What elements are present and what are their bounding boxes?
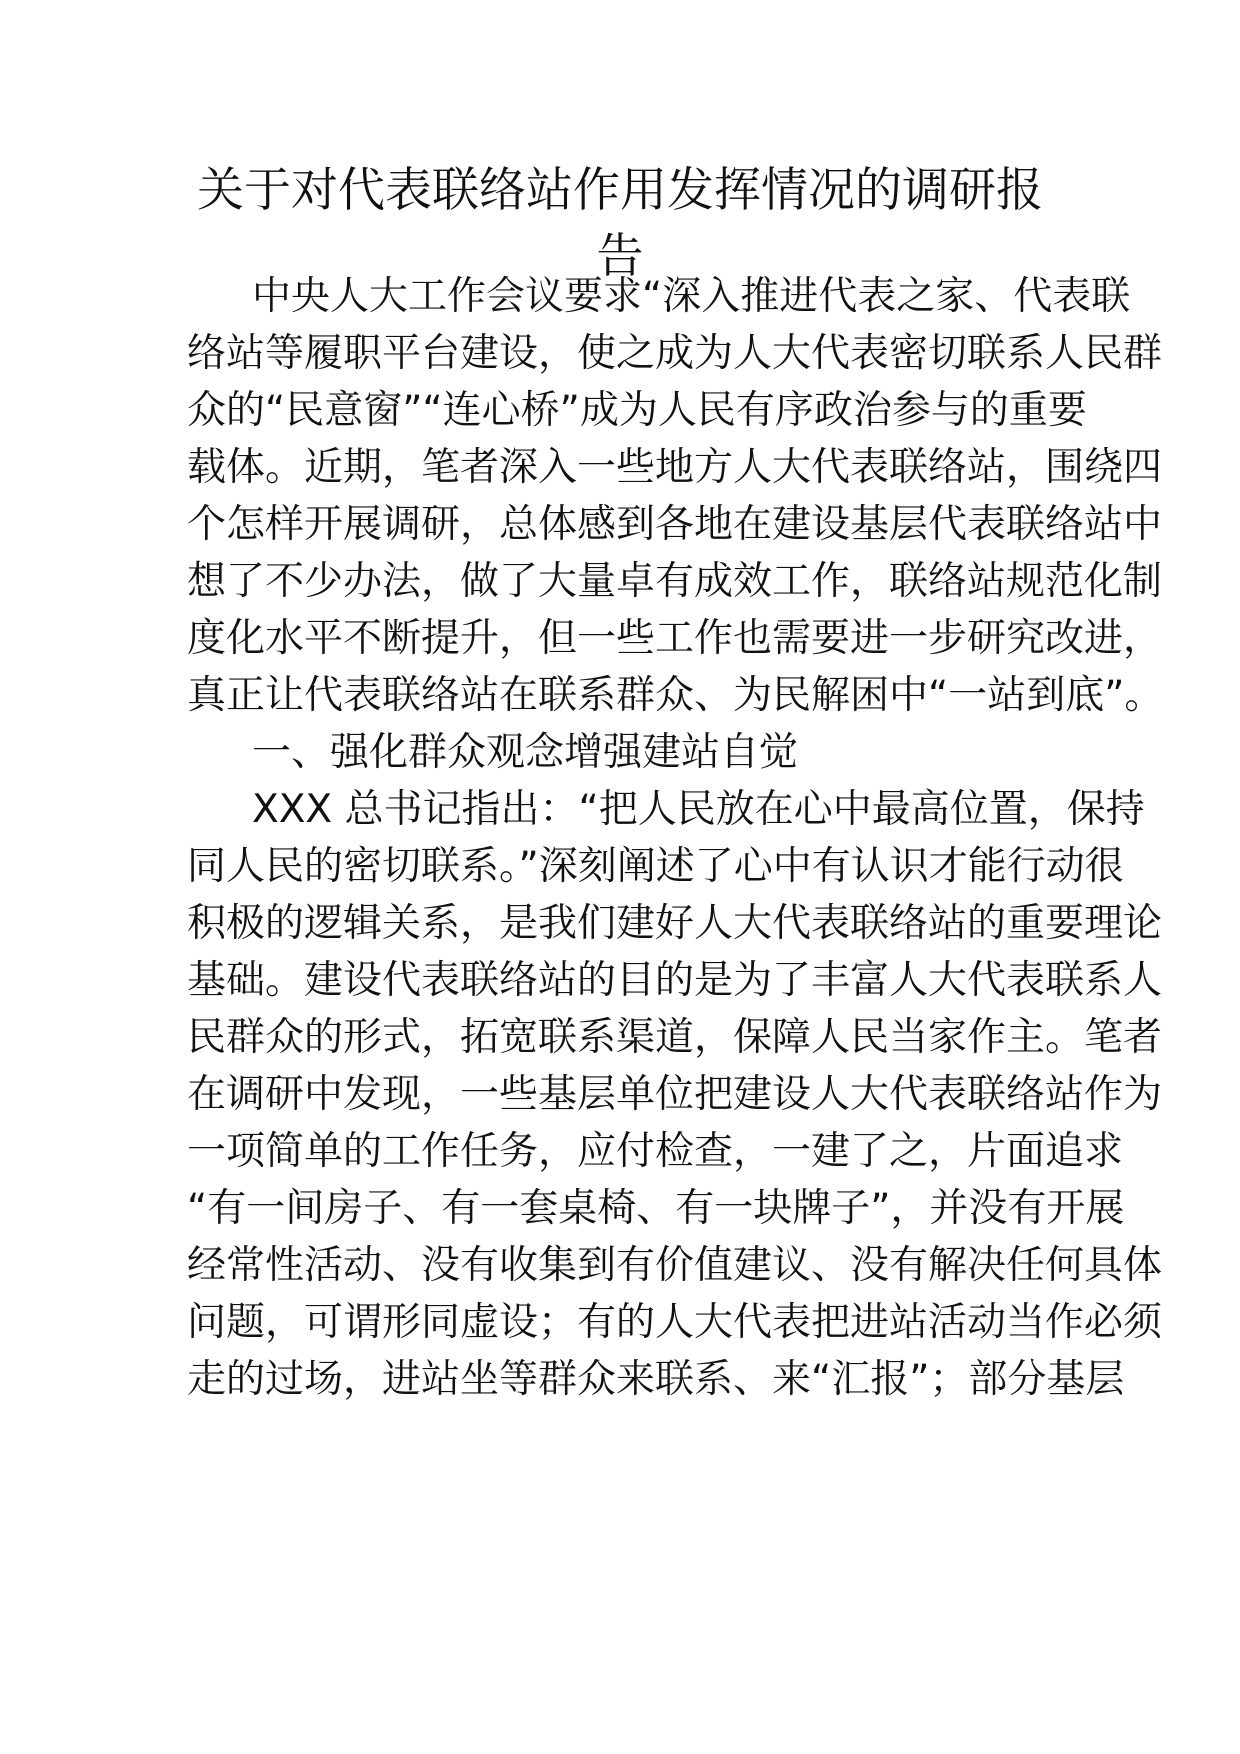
paragraph-line: 想了不少办法，做了大量卓有成效工作，联络站规范化制 [187, 559, 1163, 604]
title-line-1: 关于对代表联络站作用发挥情况的调研报 [197, 163, 1043, 218]
paragraph-line: 同人民的密切联系。”深刻阐述了心中有认识才能行动很 [187, 844, 1124, 889]
title-line-2: 告 [596, 229, 644, 284]
paragraph-line: 络站等履职平台建设，使之成为人大代表密切联系人民群 [187, 331, 1163, 376]
paragraph-line: 一项简单的工作任务，应付检查，一建了之，片面追求 [187, 1129, 1124, 1174]
paragraph-line: 积极的逻辑关系，是我们建好人大代表联络站的重要理论 [187, 901, 1163, 946]
paragraph-line: 在调研中发现，一些基层单位把建设人大代表联络站作为 [187, 1072, 1163, 1117]
paragraph-line: 走的过场，进站坐等群众来联系、来“汇报”；部分基层 [187, 1357, 1125, 1402]
paragraph-line: 问题，可谓形同虚设；有的人大代表把进站活动当作必须 [187, 1300, 1163, 1345]
paragraph-line: 经常性活动、没有收集到有价值建议、没有解决任何具体 [187, 1243, 1163, 1288]
paragraph-line: 载体。近期，笔者深入一些地方人大代表联络站，围绕四 [187, 445, 1163, 490]
paragraph-line: 真正让代表联络站在联系群众、为民解困中“一站到底”。 [187, 673, 1164, 718]
paragraph-line: XXX 总书记指出：“把人民放在心中最高位置，保持 [252, 787, 1145, 832]
section-heading: 一、强化群众观念增强建站自觉 [252, 730, 799, 775]
paragraph-line: 中央人大工作会议要求“深入推进代表之家、代表联 [252, 274, 1131, 319]
paragraph-line: 个怎样开展调研，总体感到各地在建设基层代表联络站中 [187, 502, 1163, 547]
paragraph-line: “有一间房子、有一套桌椅、有一块牌子”，并没有开展 [187, 1186, 1125, 1231]
paragraph-line: 民群众的形式，拓宽联系渠道，保障人民当家作主。笔者 [187, 1015, 1163, 1060]
paragraph-line: 度化水平不断提升，但一些工作也需要进一步研究改进， [187, 616, 1163, 661]
paragraph-line: 基础。建设代表联络站的目的是为了丰富人大代表联系人 [187, 958, 1163, 1003]
paragraph-line: 众的“民意窗”“连心桥”成为人民有序政治参与的重要 [187, 388, 1087, 433]
